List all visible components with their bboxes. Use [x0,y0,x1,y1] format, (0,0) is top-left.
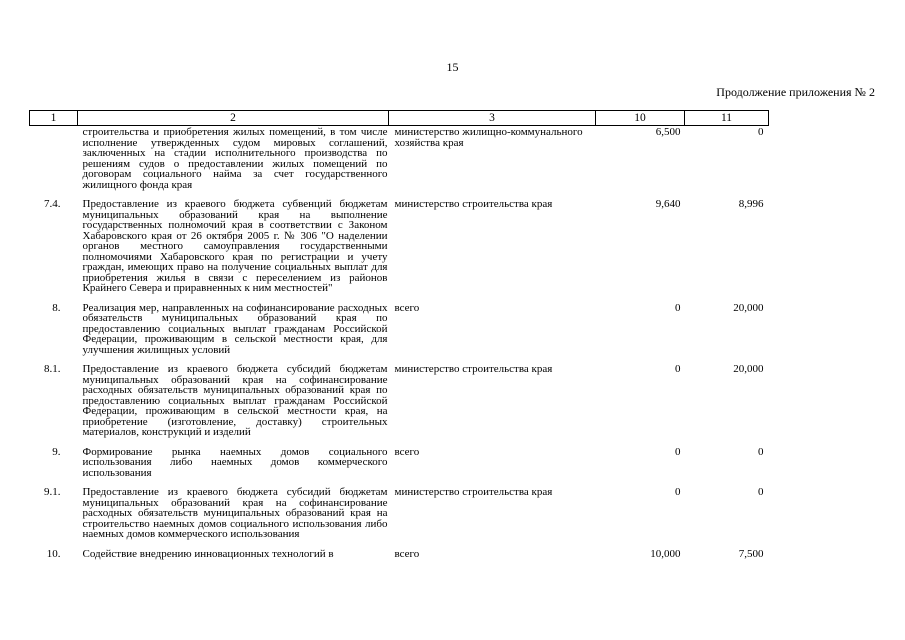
row-description: Предоставление из краевого бюджета субвенций бюджетам муниципальных образований края на выполнение государственных полномочий края в соответствии с Законом Хабаровского края от 26 октября 2005 г. № 306 "О наделении органов местного самоуправления государственными полномочиями Хабаровского края по регистрации и учету граждан, имеющих право на получение социальных выплат для приобретения жилья в связи с переселением из районов Крайнего Севера и приравненных к ним местностей" [82,198,388,294]
table-row [30,361,769,444]
row-description: Предоставление из краевого бюджета субсидий бюджетам муниципальных образований края на софинансирование расходных обязательств муниципальных образований края на строительство наемных домов социального использования либо наемных домов коммерческого использования [82,486,388,540]
table-row [30,444,769,485]
row-value-col10: 0 [675,363,681,375]
row-value-col10: 0 [675,486,681,498]
row-number: 8. [52,301,61,314]
row-description: строительства и приобретения жилых помещений, в том числе исполнение утвержденных судом мировых соглашений, заключенных на стадии исполнительного производства по решениям судов о предоставлении жилых помещений по договорам социального найма за счет государственного жилищного фонда края [82,126,388,191]
row-executor: всего [394,445,420,458]
row-number: 9.1. [44,486,61,498]
column-header-number: 1 [30,111,78,126]
row-number: 7.4. [44,198,61,210]
row-number: 8.1. [44,363,61,375]
table-row [30,300,769,362]
program-table [29,110,769,565]
row-executor: всего [394,301,420,314]
row-description: Содействие внедрению инновационных технологий в [82,547,334,560]
row-value-col11: 20,000 [733,363,764,375]
table-row [30,196,769,300]
row-value-col10: 6,500 [655,126,681,138]
row-value-col11: 0 [758,126,764,138]
table-row [30,546,769,566]
row-executor: всего [394,547,420,560]
row-value-col10: 0 [675,445,681,458]
row-executor: министерство жилищно-коммунального хозяйства края [394,126,583,149]
row-value-col10: 9,640 [655,198,681,210]
column-header-year-10: 10 [596,111,685,126]
row-value-col10: 0 [675,301,681,314]
row-number: 10. [46,547,61,560]
column-header-description: 2 [78,111,389,126]
row-value-col11: 8,996 [738,198,764,210]
table-header-row [30,111,769,126]
page-number: 15 [446,60,459,74]
row-value-col11: 7,500 [738,547,764,560]
row-description: Реализация мер, направленных на софинансирование расходных обязательств муниципальных образований края по предоставлению социальных выплат гражданам Российской Федерации, проживающим в сельской местности края, для улучшения жилищных условий [82,301,388,356]
row-value-col11: 0 [758,445,764,458]
table-row [30,484,769,546]
row-value-col11: 0 [758,486,764,498]
row-description: Формирование рынка наемных домов социального использования либо наемных домов коммерческого использования [82,445,388,479]
row-executor: министерство строительства края [394,198,553,210]
row-number: 9. [52,445,61,458]
column-header-year-11: 11 [685,111,769,126]
row-executor: министерство строительства края [394,486,553,498]
row-number [30,126,78,197]
table-row [30,126,769,197]
row-executor: министерство строительства края [394,363,553,375]
row-value-col11: 20,000 [733,301,764,314]
column-header-executor: 3 [389,111,596,126]
appendix-continuation-label: Продолжение приложения № 2 [716,85,875,99]
row-description: Предоставление из краевого бюджета субсидий бюджетам муниципальных образований края на софинансирование расходных обязательств муниципальных образований края по предоставлению социальных выплат гражданам Российской Федерации, проживающим в сельской местности края, на приобретение (изготовление, доставку) строительных материалов, конструкций и изделий [82,363,388,438]
row-value-col10: 10,000 [650,547,681,560]
